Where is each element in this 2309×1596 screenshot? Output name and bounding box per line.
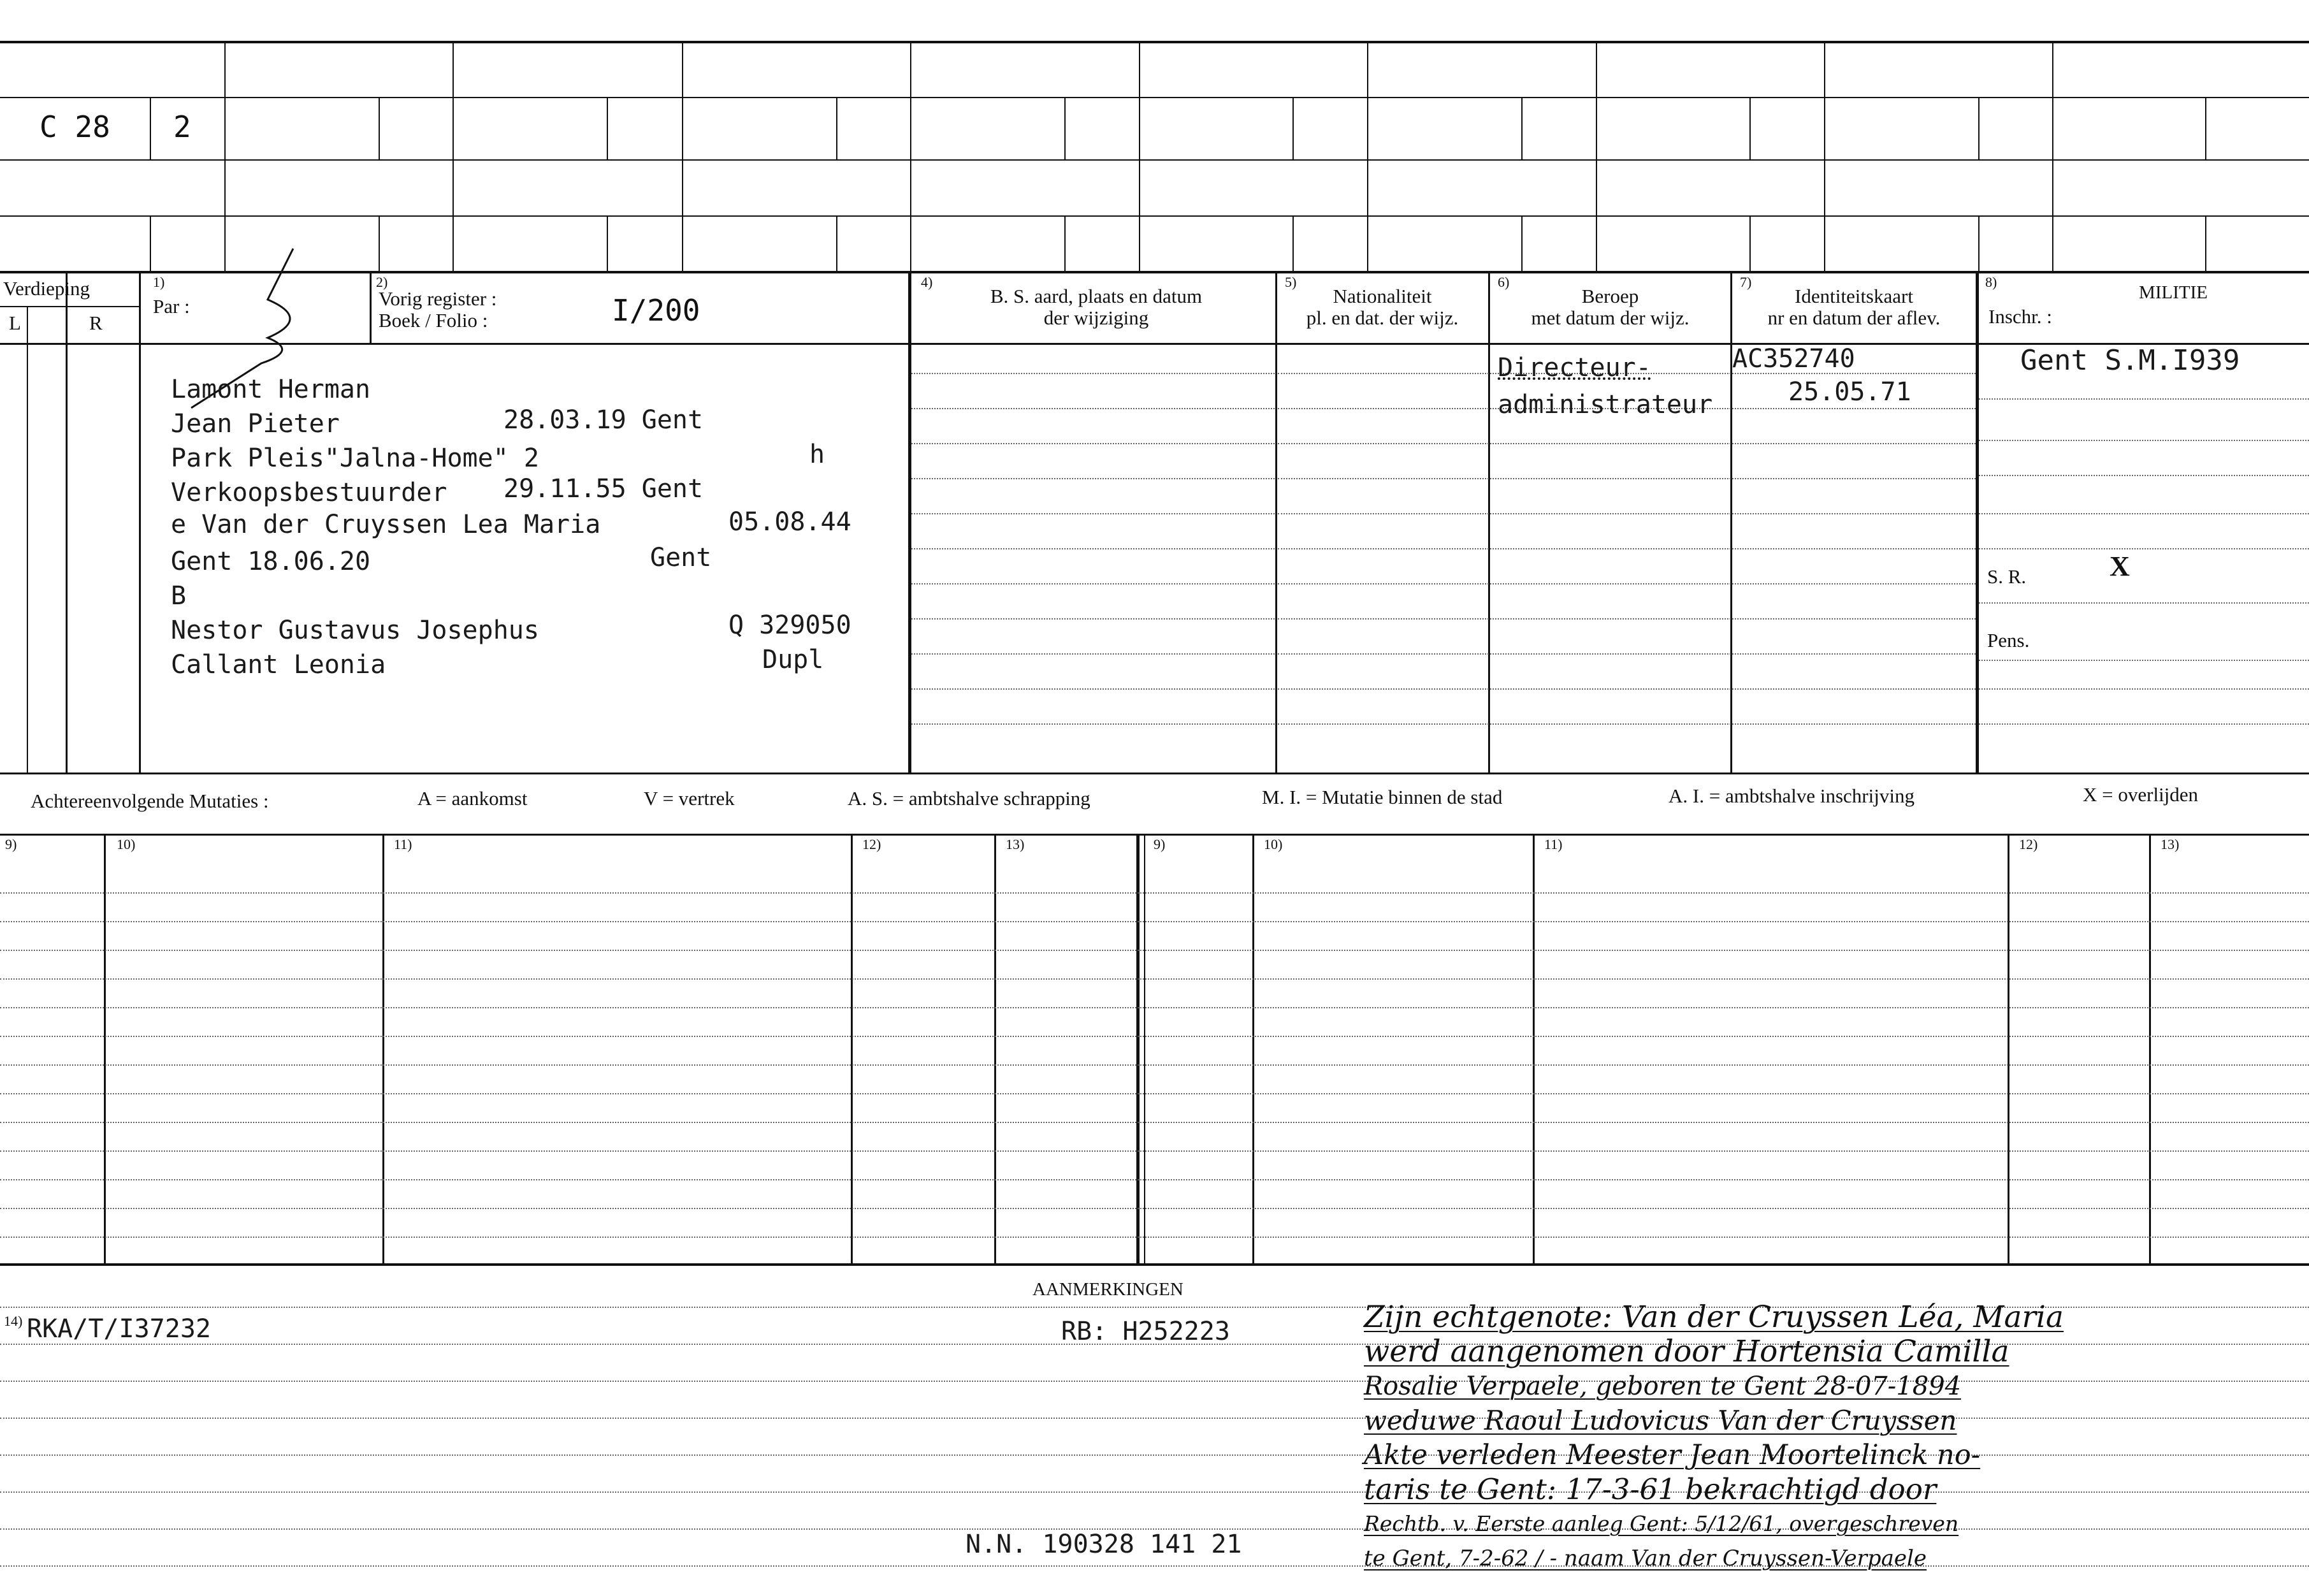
note-line-6: taris te Gent: 17-3-61 bekrachtigd door xyxy=(1364,1472,1937,1506)
bs-header-line2: der wijziging xyxy=(1043,307,1149,329)
sr-value: X xyxy=(2110,551,2130,582)
col4-number: 4) xyxy=(921,274,933,290)
mutatie-a: A = aankomst xyxy=(417,787,528,809)
col5-number: 5) xyxy=(1285,274,1297,290)
mutatie-x: X = overlijden xyxy=(2083,783,2199,806)
person-line1: Lamont Herman xyxy=(171,375,371,404)
beroep-header xyxy=(1490,286,1730,329)
note-line-4: weduwe Raoul Ludovicus Van der Cruyssen xyxy=(1364,1405,1957,1436)
person-line4-date: 29.11.55 Gent xyxy=(503,474,704,504)
mutaties-label: Achtereenvolgende Mutaties : xyxy=(31,790,269,812)
vorig-register-label: Vorig register : xyxy=(379,287,497,310)
mut-col-13-left: 13) xyxy=(1006,836,1025,852)
person-line5-date: 05.08.44 xyxy=(728,507,851,537)
person-line5-spouse: e Van der Cruyssen Lea Maria xyxy=(171,510,601,539)
col2-number: 2) xyxy=(376,274,388,290)
nationaliteit-line1: Nationaliteit xyxy=(1333,285,1432,307)
note-line-5: Akte verleden Meester Jean Moortelinck no- xyxy=(1364,1439,1981,1471)
identiteit-nr: AC352740 xyxy=(1732,344,1855,374)
top-code-box2: 2 xyxy=(173,110,191,144)
note-line-2: werd aangenomen door Hortensia Camilla xyxy=(1364,1334,2009,1369)
vorig-register-value: I/200 xyxy=(612,293,700,328)
mut-col-12-left: 12) xyxy=(862,836,881,852)
verdieping-R: R xyxy=(89,312,103,334)
rb-value: RB: H252223 xyxy=(1061,1317,1230,1346)
aanmerkingen-number: 14) xyxy=(4,1313,23,1329)
identiteit-header xyxy=(1732,286,1976,329)
person-line6-place: Gent xyxy=(650,543,712,572)
beroep-line2: met datum der wijz. xyxy=(1531,307,1690,329)
body-bottom-line xyxy=(0,773,2309,774)
mut-col-11-left: 11) xyxy=(394,836,412,852)
mut-col-9-left: 9) xyxy=(5,836,17,852)
col6-number: 6) xyxy=(1498,274,1510,290)
person-line8-father: Nestor Gustavus Josephus xyxy=(171,616,539,645)
mut-col-13-right: 13) xyxy=(2161,836,2180,852)
militie-header: MILITIE xyxy=(2139,282,2208,303)
verdieping-label: Verdieping xyxy=(3,277,90,300)
mut-col-10-left: 10) xyxy=(117,836,136,852)
inschr-label: Inschr. : xyxy=(1988,305,2052,328)
top-code-box1: C 28 xyxy=(40,110,110,144)
person-line2-name: Jean Pieter xyxy=(171,409,340,439)
rka-value: RKA/T/I37232 xyxy=(27,1314,211,1344)
beroep-line1: Beroep xyxy=(1581,285,1639,307)
note-line-1: Zijn echtgenote: Van der Cruyssen Léa, Maria xyxy=(1364,1300,2064,1335)
handwritten-note xyxy=(1364,1300,2301,1576)
col8-number: 8) xyxy=(1985,274,1997,290)
mutatie-ai: A. I. = ambtshalve inschrijving xyxy=(1668,785,1915,807)
bs-header xyxy=(918,286,1275,329)
note-line-7: Rechtb. v. Eerste aanleg Gent: 5/12/61, overgeschreven xyxy=(1364,1511,1959,1536)
person-line3-h: h xyxy=(809,440,825,469)
militie-inschr-value: Gent S.M.I939 xyxy=(2020,344,2240,377)
identiteit-line1: Identiteitskaart xyxy=(1795,285,1913,307)
mut-col-11-right: 11) xyxy=(1544,836,1563,852)
person-line6-birth: Gent 18.06.20 xyxy=(171,547,371,576)
beroep-value-line2: administrateur xyxy=(1498,390,1713,419)
person-line9-dupl: Dupl xyxy=(762,645,824,674)
person-line4-job: Verkoopsbestuurder xyxy=(171,478,447,507)
mutatie-as: A. S. = ambtshalve schrapping xyxy=(848,787,1090,809)
person-line3: Park Pleis"Jalna-Home" 2 xyxy=(171,444,539,473)
par-label: Par : xyxy=(153,295,190,317)
mut-col-12-right: 12) xyxy=(2019,836,2038,852)
beroep-value-line1: Directeur- xyxy=(1498,353,1651,382)
note-line-3: Rosalie Verpaele, geboren te Gent 28-07-1894 xyxy=(1364,1372,1962,1401)
pens-label: Pens. xyxy=(1987,629,2030,651)
identiteit-date: 25.05.71 xyxy=(1788,377,1911,407)
nn-value: N.N. 190328 141 21 xyxy=(966,1530,1242,1559)
aanmerkingen-title: AANMERKINGEN xyxy=(1032,1279,1183,1300)
mutatie-v: V = vertrek xyxy=(644,787,735,809)
mutatie-mi: M. I. = Mutatie binnen de stad xyxy=(1262,786,1503,808)
person-line7: B xyxy=(171,581,187,611)
person-line8-code: Q 329050 xyxy=(728,611,851,640)
sr-label: S. R. xyxy=(1987,565,2027,588)
mut-col-9-right: 9) xyxy=(1154,836,1166,852)
note-line-8: te Gent, 7-2-62 / - naam Van der Cruyssen-Verpaele xyxy=(1364,1546,1927,1571)
nationaliteit-line2: pl. en dat. der wijz. xyxy=(1306,307,1459,329)
verdieping-L: L xyxy=(9,312,21,334)
nationaliteit-header xyxy=(1277,286,1487,329)
mut-col-10-right: 10) xyxy=(1264,836,1283,852)
boek-folio-label: Boek / Folio : xyxy=(379,309,488,331)
person-line9-mother: Callant Leonia xyxy=(171,650,386,679)
identiteit-line2: nr en datum der aflev. xyxy=(1767,307,1941,329)
person-line2-date: 28.03.19 Gent xyxy=(503,405,704,435)
col1-number: 1) xyxy=(153,274,165,290)
bs-header-line1: B. S. aard, plaats en datum xyxy=(990,285,1203,307)
col7-number: 7) xyxy=(1740,274,1752,290)
